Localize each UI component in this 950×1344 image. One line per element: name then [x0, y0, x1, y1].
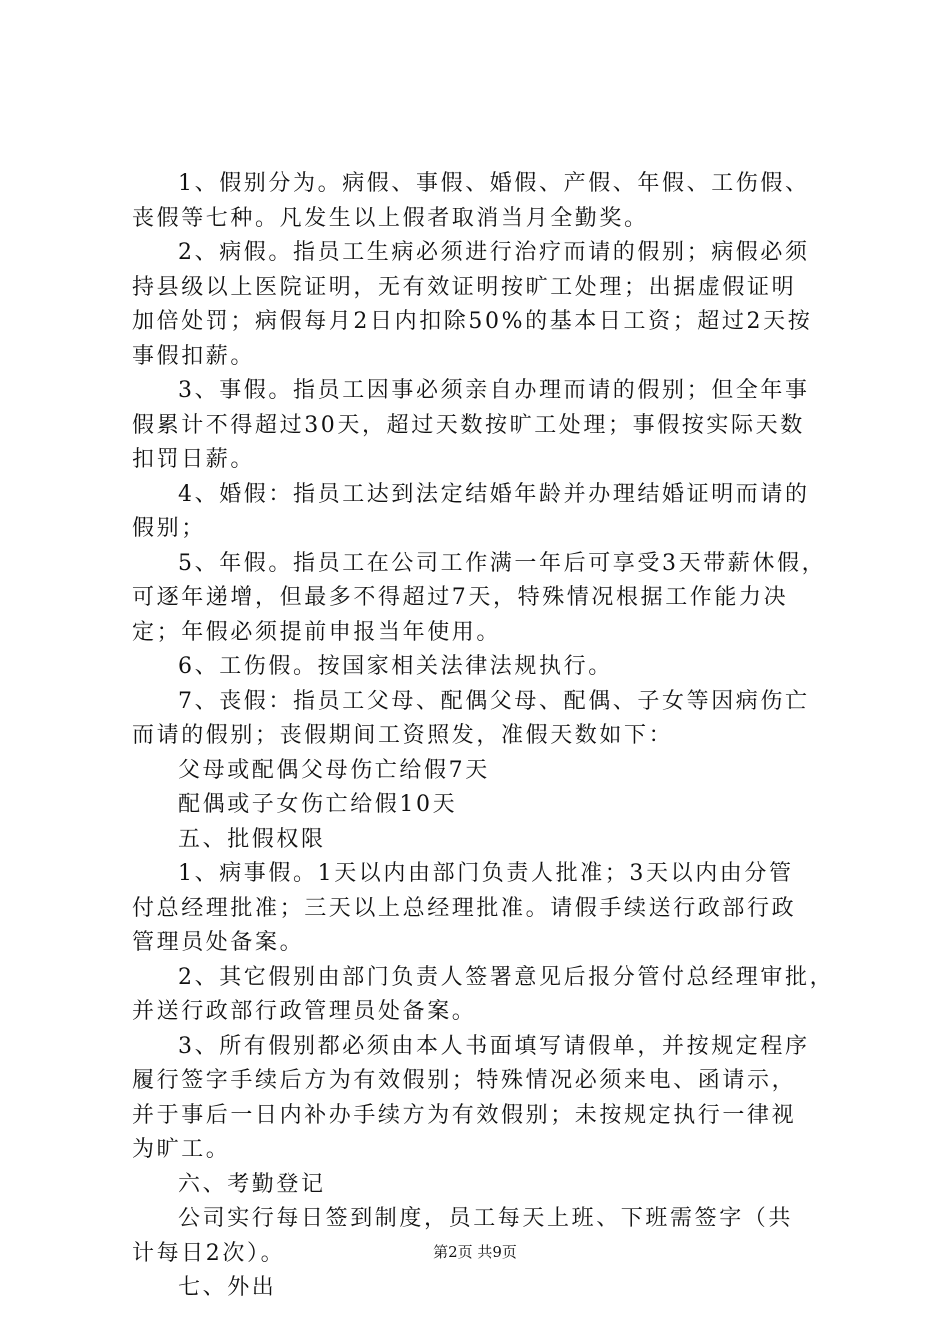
- text-line: 扣罚日薪。: [132, 447, 256, 472]
- text-line: 3、所有假别都必须由本人书面填写请假单，并按规定程序: [178, 1033, 810, 1059]
- text-line: 持县级以上医院证明，无有效证明按旷工处理；出据虚假证明: [132, 274, 797, 300]
- text-line: 定；年假必须提前申报当年使用。: [132, 619, 502, 645]
- text-line: 五、批假权限: [178, 826, 326, 852]
- text-line: 七、外出: [178, 1275, 277, 1300]
- text-line: 2、其它假别由部门负责人签署意见后报分管付总经理审批，: [178, 964, 835, 990]
- text-line: 履行签字手续后方为有效假别；特殊情况必须来电、函请示，: [132, 1068, 797, 1093]
- text-line: 4、婚假：指员工达到法定结婚年龄并办理结婚证明而请的: [178, 481, 810, 507]
- text-line: 管理员处备案。: [132, 930, 305, 955]
- document-body: [132, 167, 835, 1306]
- text-line: 配偶或子女伤亡给假10天: [178, 792, 458, 817]
- text-line: 事假扣薪。: [132, 343, 256, 369]
- text-line: 3、事假。指员工因事必须亲自办理而请的假别；但全年事: [178, 378, 810, 403]
- text-line: 丧假等七种。凡发生以上假者取消当月全勤奖。: [132, 205, 649, 231]
- text-line: 加倍处罚；病假每月2日内扣除50%的基本日工资；超过2天按: [132, 309, 813, 334]
- text-line: 公司实行每日签到制度，员工每天上班、下班需签字（共: [178, 1206, 794, 1231]
- text-line: 7、丧假：指员工父母、配偶父母、配偶、子女等因病伤亡: [178, 688, 810, 714]
- text-line: 5、年假。指员工在公司工作满一年后可享受3天带薪休假，: [178, 550, 827, 576]
- text-line: 并送行政部行政管理员处备案。: [132, 999, 477, 1024]
- text-line: 2、病假。指员工生病必须进行治疗而请的假别；病假必须: [178, 240, 810, 265]
- text-line: 假累计不得超过30天，超过天数按旷工处理；事假按实际天数: [132, 412, 805, 438]
- text-line: 1、病事假。1天以内由部门负责人批准；3天以内由分管: [178, 861, 794, 886]
- text-line: 6、工伤假。按国家相关法律法规执行。: [178, 654, 613, 679]
- text-line: 为旷工。: [132, 1137, 231, 1162]
- text-line: 计每日2次）。: [132, 1240, 286, 1266]
- text-line: 付总经理批准；三天以上总经理批准。请假手续送行政部行政: [132, 895, 797, 921]
- page-footer: 第2页 共9页: [433, 1243, 517, 1261]
- text-line: 父母或配偶父母伤亡给假7天: [178, 757, 490, 783]
- text-line: 六、考勤登记: [178, 1171, 326, 1197]
- text-line: 1、假别分为。病假、事假、婚假、产假、年假、工伤假、: [178, 171, 810, 196]
- text-line: 而请的假别；丧假期间工资照发，准假天数如下：: [132, 723, 674, 748]
- text-line: 可逐年递增，但最多不得超过7天，特殊情况根据工作能力决: [132, 585, 789, 610]
- text-line: 假别；: [132, 516, 206, 541]
- text-line: 并于事后一日内补办手续方为有效假别；未按规定执行一律视: [132, 1102, 797, 1128]
